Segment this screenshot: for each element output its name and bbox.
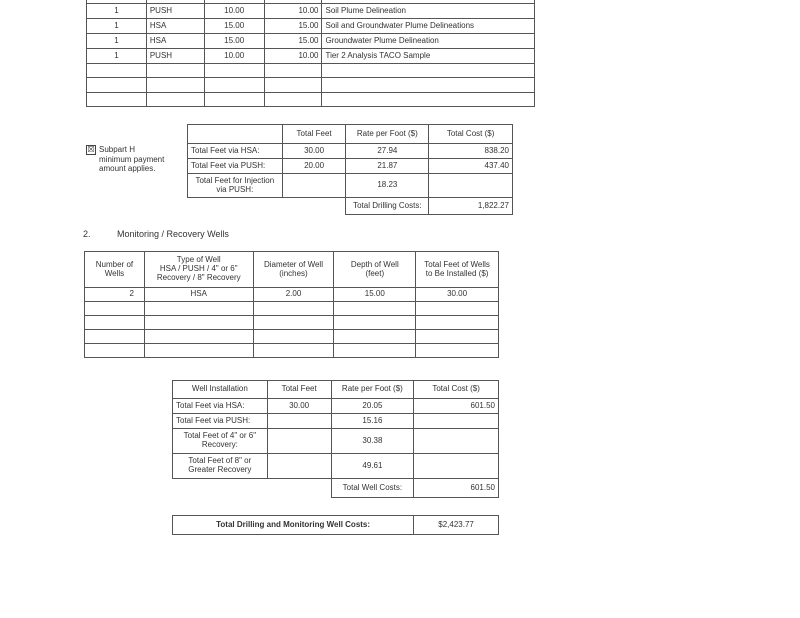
total-row: [173, 479, 499, 498]
header-line: Depth of Well: [350, 259, 399, 269]
cell: 601.50: [414, 399, 499, 414]
column-header: Total Feet: [267, 381, 331, 399]
row-label-line: Recovery:: [201, 440, 238, 449]
row-label: Total Feet via PUSH:: [188, 159, 283, 174]
cell: [414, 414, 499, 429]
table-row: [87, 64, 535, 78]
cell: Soil Plume Delineation: [322, 4, 535, 19]
header-line: (inches): [279, 268, 308, 278]
header-line: Number of: [95, 259, 134, 269]
table-row: [87, 4, 535, 19]
total-label: Total Well Costs:: [331, 479, 414, 498]
cell: PUSH: [146, 49, 204, 64]
grand-total-label: Total Drilling and Monitoring Well Costs:: [173, 516, 414, 535]
cell: [267, 429, 331, 454]
cell: 49.61: [331, 454, 414, 479]
cell: PUSH: [146, 4, 204, 19]
grand-total-row: [173, 516, 499, 535]
header-line: Type of Well: [176, 255, 221, 265]
cell: 20.00: [282, 159, 346, 174]
header-line: Total Feet of Wells: [424, 259, 490, 269]
note-text: minimum payment: [99, 155, 165, 164]
table-row: [173, 454, 499, 479]
column-header: Rate per Foot ($): [346, 125, 429, 144]
column-header: [416, 252, 499, 288]
cell: 10.00: [264, 4, 322, 19]
section-heading: [83, 229, 229, 239]
header-line: Wells: [104, 268, 125, 278]
cell: 2.00: [253, 288, 334, 302]
header-line: Recovery / 8" Recovery: [156, 272, 241, 282]
boring-table: [86, 0, 535, 107]
table-header-row: [188, 125, 513, 144]
total-value: 1,822.27: [429, 198, 513, 215]
cell: [414, 429, 499, 454]
section-title: Monitoring / Recovery Wells: [117, 229, 229, 239]
table-row: [188, 144, 513, 159]
table-row: [85, 344, 499, 358]
wells-table: [84, 251, 499, 358]
cell: HSA: [146, 34, 204, 49]
cell: [414, 454, 499, 479]
cell: 437.40: [429, 159, 513, 174]
cell: Tier 2 Analysis TACO Sample: [322, 49, 535, 64]
section-number: 2.: [83, 229, 91, 239]
cell: HSA: [144, 288, 253, 302]
cell: 30.00: [416, 288, 499, 302]
row-label-line: Total Feet of 4" or 6": [183, 431, 257, 441]
table-row: [85, 330, 499, 344]
cell: 15.00: [264, 19, 322, 34]
table-row: [173, 414, 499, 429]
cell: 15.00: [204, 34, 264, 49]
cell: [267, 454, 331, 479]
cell: [429, 174, 513, 198]
cell: [267, 414, 331, 429]
table-row: [87, 34, 535, 49]
row-label: Total Feet via HSA:: [188, 144, 283, 159]
table-row: [87, 49, 535, 64]
cell: 1: [87, 49, 147, 64]
table-row: [87, 78, 535, 93]
cell: 10.00: [204, 4, 264, 19]
grand-total-table: [172, 515, 499, 535]
cell: 838.20: [429, 144, 513, 159]
total-label: Total Drilling Costs:: [346, 198, 429, 215]
table-row: [85, 288, 499, 302]
cell: 27.94: [346, 144, 429, 159]
row-label-line: Total Feet of 8" or: [188, 456, 252, 466]
cell: [188, 125, 283, 144]
column-header: Total Cost ($): [414, 381, 499, 399]
header-line: Diameter of Well: [264, 259, 323, 269]
cell: 20.05: [331, 399, 414, 414]
table-header-row: [173, 381, 499, 399]
table-row: [87, 19, 535, 34]
cell: 15.00: [264, 34, 322, 49]
column-header: Total Feet: [282, 125, 346, 144]
note-text: amount applies.: [99, 164, 156, 174]
column-header: Total Cost ($): [429, 125, 513, 144]
cell: 15.16: [331, 414, 414, 429]
column-header: [334, 252, 416, 288]
well-installation-table: [172, 380, 499, 498]
cell: 30.00: [267, 399, 331, 414]
table-row: [173, 399, 499, 414]
header-line: HSA / PUSH / 4" or 6": [159, 264, 238, 274]
cell: 21.87: [346, 159, 429, 174]
row-label-line: Total Feet for Injection: [195, 175, 275, 185]
total-value: 601.50: [414, 479, 499, 498]
cell: 1: [87, 19, 147, 34]
row-label: [173, 454, 268, 479]
column-header: [253, 252, 334, 288]
total-row: [188, 198, 513, 215]
header-line: to Be Installed ($): [425, 268, 489, 278]
column-header: Well Installation: [173, 381, 268, 399]
cell: 15.00: [204, 19, 264, 34]
table-header-row: [85, 252, 499, 288]
cell: 2: [85, 288, 145, 302]
cell: 15.00: [334, 288, 416, 302]
row-label: [188, 174, 283, 198]
note-text: Subpart H: [99, 145, 136, 154]
header-line: (feet): [365, 268, 385, 278]
row-label: Total Feet via HSA:: [173, 399, 268, 414]
row-label-line: Greater Recovery: [188, 465, 252, 474]
checkbox-checked-icon[interactable]: ☒: [87, 145, 95, 154]
cell: HSA: [146, 19, 204, 34]
cell: 30.38: [331, 429, 414, 454]
cell: 10.00: [264, 49, 322, 64]
cell: 1: [87, 34, 147, 49]
row-label-line: via PUSH:: [216, 184, 254, 194]
table-row: [85, 302, 499, 316]
cell: 18.23: [346, 174, 429, 198]
table-row: [87, 93, 535, 107]
table-row: [188, 174, 513, 198]
row-label: Total Feet via PUSH:: [173, 414, 268, 429]
column-header: [144, 252, 253, 288]
cell: Groundwater Plume Delineation: [322, 34, 535, 49]
subpart-h-note: [86, 145, 164, 173]
cell: 30.00: [282, 144, 346, 159]
grand-total-value: $2,423.77: [414, 516, 499, 535]
cell: [282, 174, 346, 198]
table-row: [173, 429, 499, 454]
table-row: [85, 316, 499, 330]
cell: 10.00: [204, 49, 264, 64]
cell: 1: [87, 4, 147, 19]
table-row: [188, 159, 513, 174]
drilling-costs-table: [187, 124, 513, 215]
cell: Soil and Groundwater Plume Delineations: [322, 19, 535, 34]
row-label: [173, 429, 268, 454]
column-header: Rate per Foot ($): [331, 381, 414, 399]
column-header: [85, 252, 145, 288]
